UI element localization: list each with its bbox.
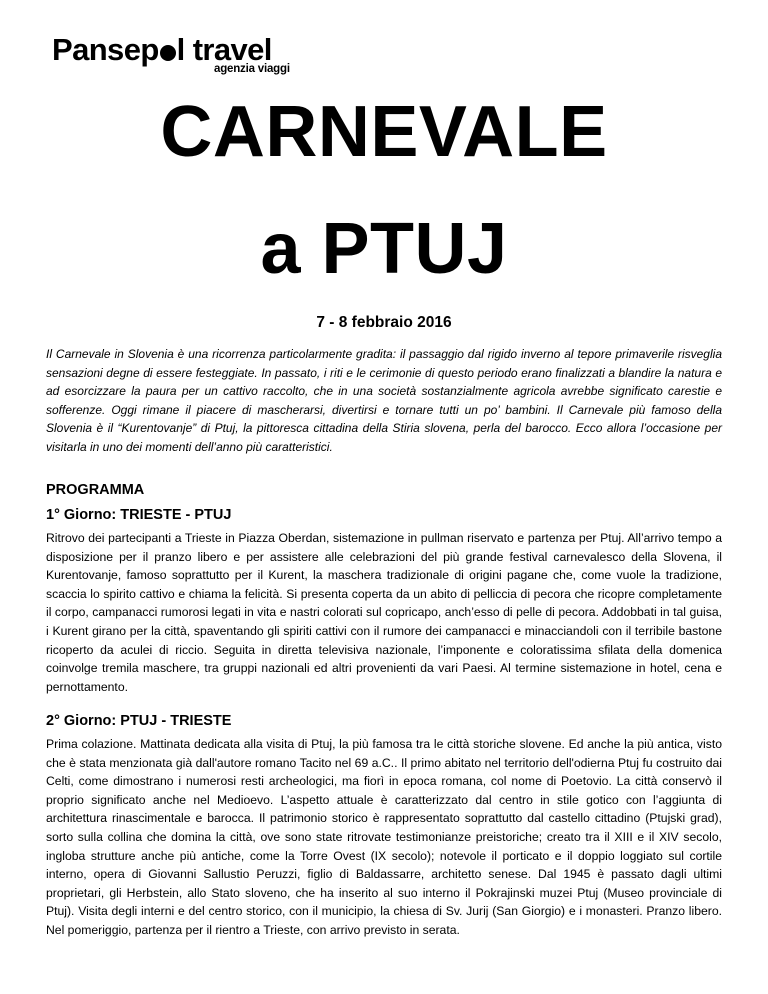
logo-subtitle: agenzia viaggi xyxy=(214,63,290,75)
day-2-title: 2° Giorno: PTUJ - TRIESTE xyxy=(46,713,232,729)
day-1-title: 1° Giorno: TRIESTE - PTUJ xyxy=(46,507,232,523)
intro-paragraph: Il Carnevale in Slovenia è una ricorrenza particolarmente gradita: il passaggio dal rigido inverno al tepore primaverile risveglia sensazioni degne di essere festeggiate. In passato, i riti e le cerimonie di questo periodo erano finalizzati a blandire la natura e ad esorcizzare la paura per un cattivo raccolto, che in una società sostanzialmente agricola avrebbe significato carestie e sofferenze. Oggi rimane il piacere di mascherarsi, divertirsi e tornare tutti un po’ bambini. Il Carnevale più famoso della Slovenia è il “Kurentovanje” di Ptuj, la pittoresca cittadina della Stiria slovena, perla del barocco. Ecco allora l’occasione per visitarla in uno dei momenti dell’anno più caratteristici. xyxy=(46,347,722,454)
title-line-2: a PTUJ xyxy=(260,209,508,289)
event-dates: 7 - 8 febbraio 2016 xyxy=(316,314,452,331)
logo-dot-icon xyxy=(160,45,176,61)
day-2-description: Prima colazione. Mattinata dedicata alla visita di Ptuj, la più famosa tra le città storiche slovene. Ed anche la più antica, visto che è stata menzionata già dall'autore romano Tacito nel 69 a.C.. Il primo abitato nel territorio dell'odierna Ptuj fu costruito dai Celti, come dimostrano i numerosi resti archeologici, ma fiorì in epoca romana, col nome di Poetovio. La città conservò il proprio significato anche nel Medioevo. L’aspetto attuale è caratterizzato dal centro in stile gotico con l’aggiunta di architettura rinascimentale e barocca. Il patrimonio storico è rappresentato soprattutto dal castello cittadino (Ptujski grad), sorto sulla collina che domina la città, ove sono state ritrovate testimonianze preistoriche; creato tra il XIII e il XIV secolo, ingloba strutture anche più antiche, come la Torre Ovest (IX secolo); notevole il porticato e il doppio loggiato sul cortile interno, opera di Giovanni Sallustio Peruzzi, figlio di Baldassarre, architetto senese. Dal 1945 è passato dagli ultimi proprietari, gli Herbstein, allo Stato sloveno, che ha inserito al suo interno il Pokrajinski muzei Ptuj (Museo provinciale di Ptuj). Visita degli interni e del centro storico, con il municipio, la chiesa di Sv. Jurij (San Giorgio) e i monasteri. Pranzo libero. Nel pomeriggio, partenza per il rientro a Trieste, con arrivo previsto in serata. xyxy=(46,737,722,937)
company-logo xyxy=(52,32,312,82)
program-heading: PROGRAMMA xyxy=(46,482,145,498)
day-1-description: Ritrovo dei partecipanti a Trieste in Piazza Oberdan, sistemazione in pullman riservato e partenza per Ptuj. All’arrivo tempo a disposizione per il pranzo libero e per assistere alle celebrazioni del più grande festival carnevalesco della Slovena, il Kurentovanje, famoso soprattutto per il Kurent, la maschera tradizionale di origini pagane che, come vuole la tradizione, scaccia lo spirito cattivo e chiama la felicità. Si presenta coperta da un abito di pelliccia di pecora che ricopre completamente il corpo, campanacci rumorosi legati in vita e nastri colorati sul copricapo, anch’esso di pelle di pecora. Addobbati in tal guisa, i Kurent girano per la città, spaventando gli spiriti cattivi con il rumore dei campanacci e minacciandoli con il terribile bastone ricoperto da aculei di riccio. Seguita in diretta televisiva nazionale, l’imponente e coloratissima sfilata della domenica coinvolge tremila maschere, tra gruppi nazionali ed altri provenienti da vari Paesi. Al termine sistemazione in hotel, cena e pernottamento. xyxy=(46,531,722,694)
title-line-1: CARNEVALE xyxy=(160,92,608,172)
logo-text-part2: l travel xyxy=(176,32,272,67)
logo-text-part1: Pansep xyxy=(52,32,159,67)
